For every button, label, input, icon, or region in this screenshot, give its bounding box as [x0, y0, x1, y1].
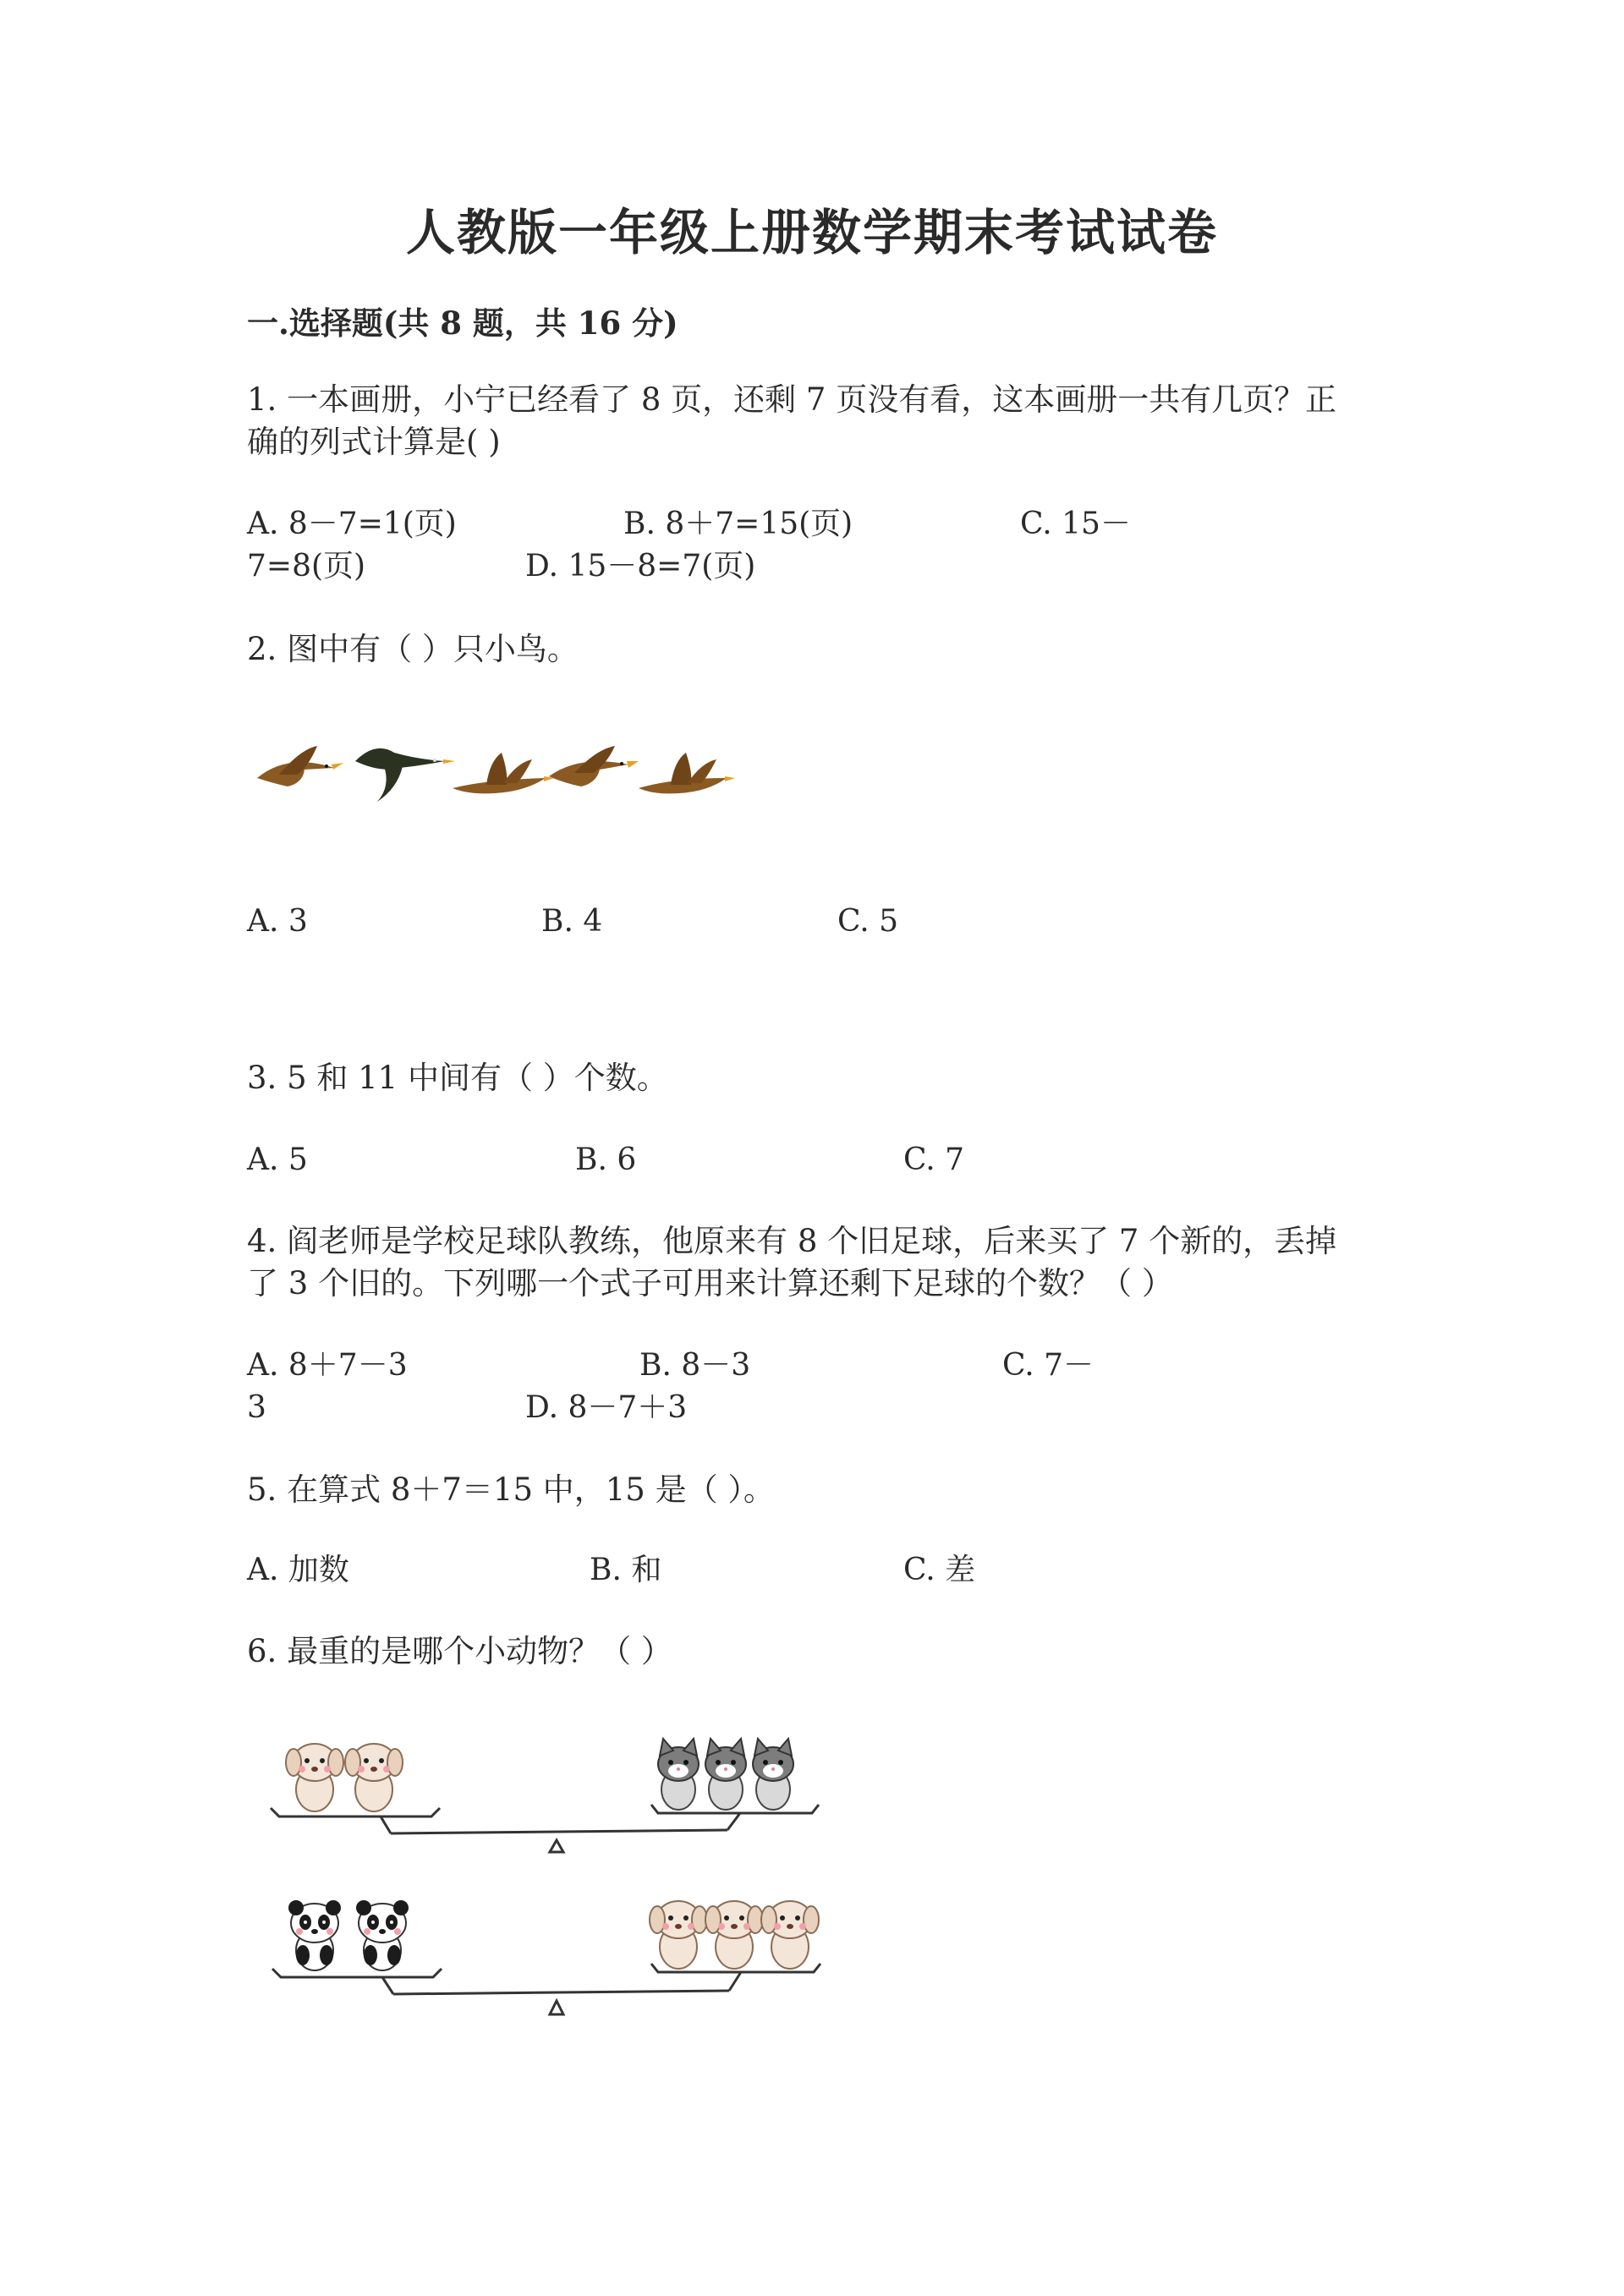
q4-option-c-cont: 3 — [247, 1390, 266, 1425]
scale-2-right-puppies — [650, 1901, 819, 1969]
q1-option-d[interactable]: D. 15－8=7(页) — [525, 549, 756, 584]
q1-option-c-cont: 7=8(页) — [247, 549, 366, 584]
q1-option-a[interactable]: A. 8－7=1(页) — [247, 507, 457, 541]
q3-option-b[interactable]: B. 6 — [575, 1143, 637, 1177]
puppy-2 — [345, 1744, 403, 1811]
scale-1-right-cats — [658, 1739, 793, 1810]
q3-option-a[interactable]: A. 5 — [247, 1143, 308, 1177]
q5-option-a[interactable]: A. 加数 — [247, 1553, 349, 1587]
q1-stem-line1: 1. 一本画册，小宁已经看了 8 页，还剩 7 页没有看，这本画册一共有几页？正 — [247, 381, 1337, 418]
q3-option-c[interactable]: C. 7 — [903, 1143, 965, 1177]
q5-stem: 5. 在算式 8＋7＝15 中，15 是（ ）。 — [247, 1471, 775, 1508]
balance-scales-illustration — [254, 1725, 846, 2047]
q2-option-a[interactable]: A. 3 — [247, 904, 308, 939]
puppy-4 — [705, 1901, 763, 1969]
bird-2 — [355, 748, 455, 802]
q4-option-b[interactable]: B. 8－3 — [639, 1348, 751, 1383]
birds-illustration — [254, 727, 736, 820]
puppy-5 — [761, 1901, 819, 1969]
scale-2-left-pandas — [288, 1900, 409, 1970]
page-title: 人教版一年级上册数学期末考试试卷 — [405, 204, 1218, 261]
scale-1 — [271, 1805, 819, 1852]
scale-1-left-puppies — [286, 1744, 403, 1811]
q4-stem-line1: 4. 阎老师是学校足球队教练，他原来有 8 个旧足球，后来买了 7 个新的，丢掉 — [247, 1223, 1337, 1259]
panda-1 — [288, 1900, 341, 1970]
q3-stem: 3. 5 和 11 中间有（ ）个数。 — [247, 1060, 668, 1096]
cat-3 — [753, 1739, 793, 1810]
q6-stem: 6. 最重的是哪个小动物？（ ） — [247, 1633, 672, 1669]
q4-option-a[interactable]: A. 8＋7－3 — [247, 1348, 408, 1383]
q1-option-b[interactable]: B. 8＋7=15(页) — [623, 507, 853, 541]
q2-option-c[interactable]: C. 5 — [837, 904, 899, 939]
cat-2 — [705, 1739, 746, 1810]
q1-stem-line2: 确的列式计算是( ) — [247, 424, 501, 460]
bird-5 — [639, 753, 735, 793]
q2-stem: 2. 图中有（ ）只小鸟。 — [247, 631, 579, 667]
cat-1 — [658, 1739, 699, 1810]
bird-3 — [453, 753, 554, 793]
q4-stem-line2: 了 3 个旧的。下列哪一个式子可用来计算还剩下足球的个数？（ ） — [247, 1265, 1173, 1301]
q4-option-d[interactable]: D. 8－7＋3 — [525, 1390, 688, 1425]
section-heading: 一.选择题(共 8 题，共 16 分) — [247, 304, 678, 342]
q2-option-b[interactable]: B. 4 — [541, 904, 603, 939]
q5-option-b[interactable]: B. 和 — [590, 1553, 662, 1587]
bird-4 — [549, 746, 639, 786]
puppy-3 — [650, 1901, 707, 1969]
q5-option-c[interactable]: C. 差 — [903, 1553, 976, 1587]
panda-2 — [356, 1900, 409, 1970]
q4-option-c[interactable]: C. 7－ — [1002, 1348, 1095, 1383]
puppy-1 — [286, 1744, 343, 1811]
q1-option-c[interactable]: C. 15－ — [1020, 507, 1131, 541]
scale-2 — [272, 1964, 820, 2014]
bird-1 — [257, 746, 343, 786]
